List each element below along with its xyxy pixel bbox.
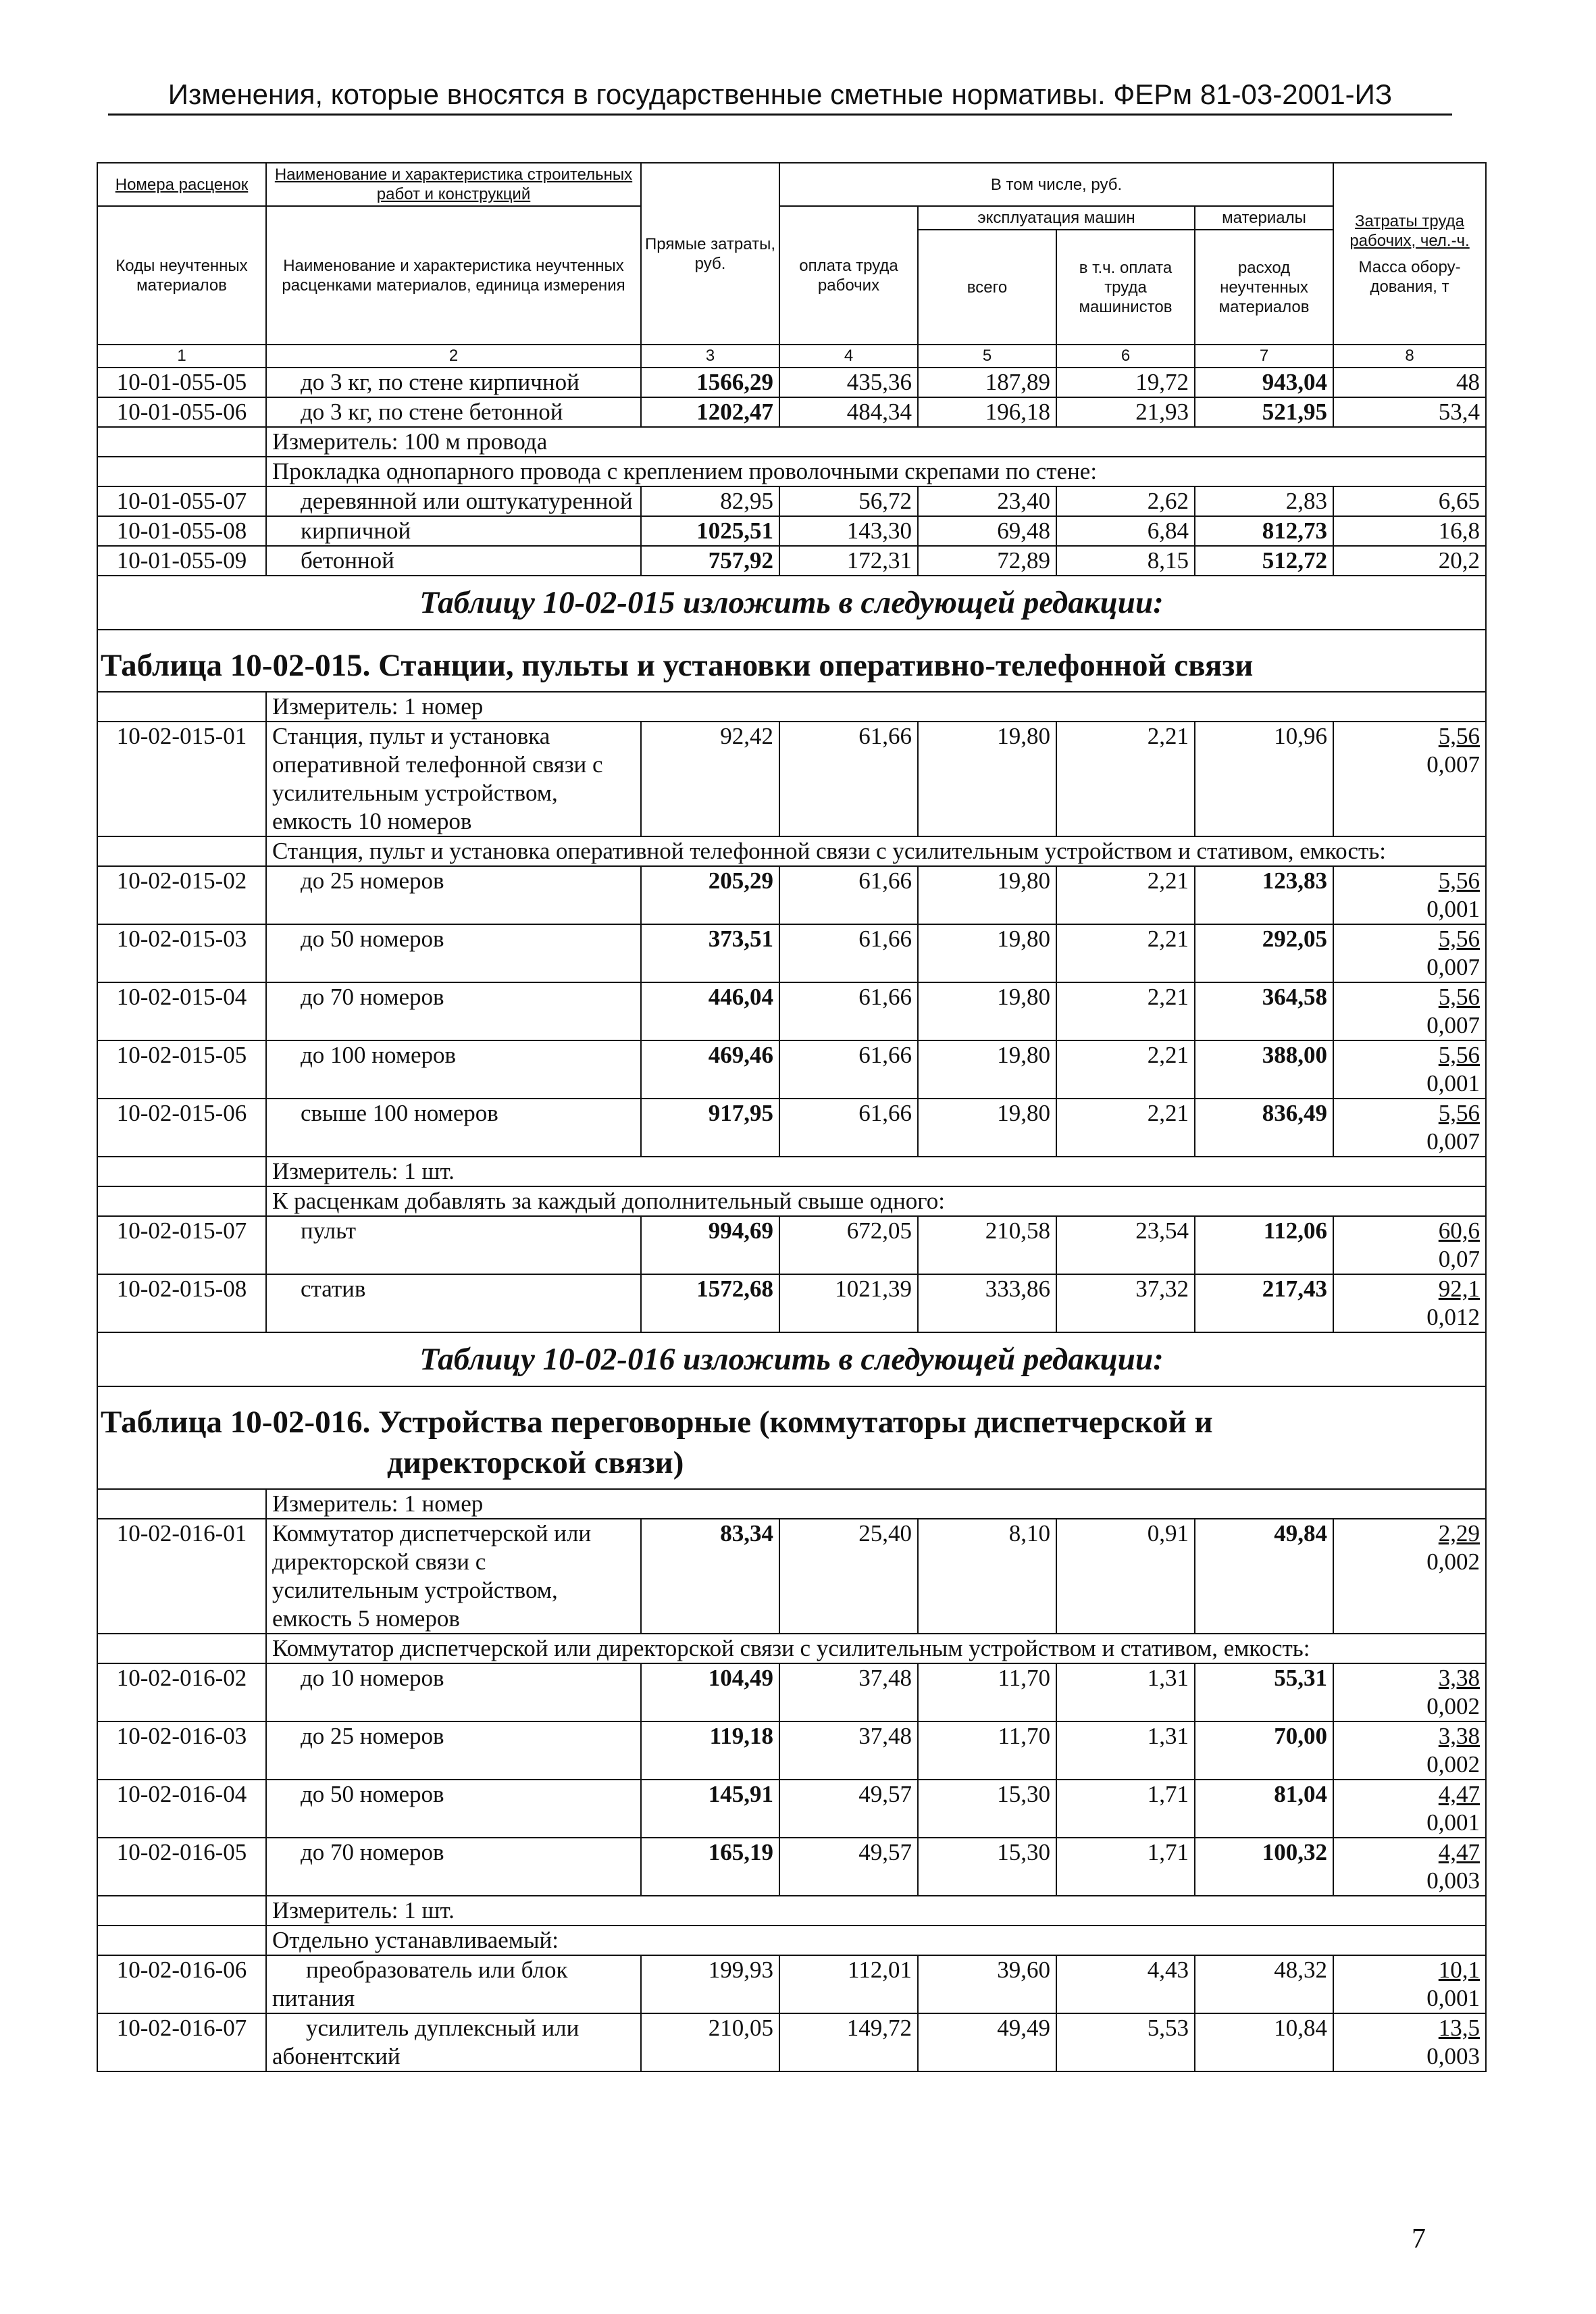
col-num-5: 5 [918,345,1056,368]
machinists-pay: 23,54 [1056,1216,1195,1274]
direct-costs: 210,05 [641,2013,779,2071]
machines-total: 19,80 [918,722,1056,836]
machinists-pay: 1,31 [1056,1721,1195,1780]
rate-code: 10-02-016-03 [97,1721,266,1780]
workers-pay: 49,57 [779,1838,918,1896]
table-row [97,1099,1486,1157]
rate-code: 10-02-016-04 [97,1780,266,1838]
materials-cost: 217,43 [1195,1274,1333,1332]
header-unaccounted-codes: Коды неучтенных материалов [97,206,266,345]
table-016-title [97,1386,1486,1489]
header-including: В том числе, руб. [779,163,1333,206]
machinists-pay: 21,93 [1056,397,1195,427]
workers-pay: 37,48 [779,1663,918,1721]
meter-row [97,1896,1486,1926]
header-labor: Затраты труда рабочих, чел.-ч. [1349,211,1470,250]
rate-code: 10-01-055-09 [97,546,266,576]
labor-mass [1333,1099,1486,1157]
equipment-mass: 0,003 [1426,2043,1481,2069]
direct-costs: 373,51 [641,924,779,982]
meter-label: Измеритель: 100 м провода [266,427,1486,457]
rate-code: 10-02-015-07 [97,1216,266,1274]
labor-cost: 5,56 [1438,1100,1481,1126]
machines-total: 69,48 [918,516,1056,546]
rate-name: до 100 номеров [266,1040,641,1099]
machinists-pay: 1,71 [1056,1780,1195,1838]
table-row [97,1780,1486,1838]
machines-total: 19,80 [918,924,1056,982]
labor-mass [1333,2013,1486,2071]
materials-cost: 292,05 [1195,924,1333,982]
labor-mass [1333,1721,1486,1780]
workers-pay: 25,40 [779,1519,918,1634]
rate-name: пульт [266,1216,641,1274]
direct-costs: 83,34 [641,1519,779,1634]
header-machinists-pay: в т.ч. оплата труда машинистов [1056,230,1195,345]
workers-pay: 149,72 [779,2013,918,2071]
equipment-mass: 0,001 [1426,896,1481,922]
table-row [97,1838,1486,1896]
machinists-pay: 2,62 [1056,486,1195,516]
workers-pay: 61,66 [779,1099,918,1157]
header-direct-costs: Прямые затраты, руб. [641,163,779,345]
labor-cost: 6,65 [1333,486,1486,516]
direct-costs: 92,42 [641,722,779,836]
edit-note-015: Таблицу 10-02-015 изложить в следующей редакции: [97,576,1486,630]
labor-mass [1333,1780,1486,1838]
machines-total: 23,40 [918,486,1056,516]
machinists-pay: 2,21 [1056,924,1195,982]
table-row [97,1216,1486,1274]
labor-cost: 5,56 [1438,1042,1481,1068]
direct-costs: 1572,68 [641,1274,779,1332]
header-work-name: Наименование и характеристика строительных работ и конструкций [266,163,641,206]
materials-cost: 364,58 [1195,982,1333,1040]
equipment-mass: 0,003 [1426,1867,1481,1894]
materials-cost: 2,83 [1195,486,1333,516]
table-row [97,722,1486,836]
machinists-pay: 2,21 [1056,866,1195,924]
materials-cost: 81,04 [1195,1780,1333,1838]
direct-costs: 1202,47 [641,397,779,427]
labor-cost: 92,1 [1438,1276,1481,1302]
meter-row [97,427,1486,457]
labor-cost: 4,47 [1438,1839,1481,1865]
rate-name: до 50 номеров [266,1780,641,1838]
page-header: Изменения, которые вносятся в государственные сметные нормативы. ФЕРм 81-03-2001-ИЗ [168,78,1393,110]
group-title-row [97,1186,1486,1216]
edit-note-row [97,576,1486,630]
table-row [97,982,1486,1040]
workers-pay: 49,57 [779,1780,918,1838]
machines-total: 333,86 [918,1274,1056,1332]
col-num-1: 1 [97,345,266,368]
rate-code: 10-02-015-02 [97,866,266,924]
header-machines-total: всего [918,230,1056,345]
header-workers-pay: оплата труда рабочих [779,206,918,345]
meter-row [97,1157,1486,1186]
rate-name: до 3 кг, по стене кирпичной [266,368,641,397]
workers-pay: 435,36 [779,368,918,397]
table-row [97,486,1486,516]
table-row [97,866,1486,924]
col-num-8: 8 [1333,345,1486,368]
labor-cost: 16,8 [1333,516,1486,546]
labor-cost: 60,6 [1438,1217,1481,1244]
labor-cost: 3,38 [1438,1723,1481,1749]
rate-code: 10-02-016-06 [97,1955,266,2013]
direct-costs: 469,46 [641,1040,779,1099]
rate-name: свыше 100 номеров [266,1099,641,1157]
rate-code: 10-02-015-01 [97,722,266,836]
direct-costs: 994,69 [641,1216,779,1274]
machines-total: 39,60 [918,1955,1056,2013]
equipment-mass: 0,001 [1426,1809,1481,1836]
machines-total: 15,30 [918,1838,1056,1896]
rate-code: 10-02-015-03 [97,924,266,982]
equipment-mass: 0,007 [1426,1012,1481,1038]
equipment-mass: 0,002 [1426,1549,1481,1575]
machines-total: 15,30 [918,1780,1056,1838]
rate-name: кирпичной [266,516,641,546]
materials-cost: 55,31 [1195,1663,1333,1721]
table-015-title: Таблица 10-02-015. Станции, пульты и установки оперативно-телефонной связи [97,630,1486,692]
table-row [97,1040,1486,1099]
machines-total: 11,70 [918,1721,1056,1780]
header-labor-mass [1333,163,1486,345]
labor-cost: 10,1 [1438,1957,1481,1983]
header-row-2 [97,206,1486,230]
equipment-mass: 0,001 [1426,1985,1481,2011]
workers-pay: 61,66 [779,924,918,982]
rate-name: преобразователь или блок питания [266,1955,641,2013]
machinists-pay: 1,31 [1056,1663,1195,1721]
rate-code: 10-02-015-08 [97,1274,266,1332]
machines-total: 8,10 [918,1519,1056,1634]
materials-cost: 521,95 [1195,397,1333,427]
rate-name: до 25 номеров [266,1721,641,1780]
machinists-pay: 2,21 [1056,982,1195,1040]
machinists-pay: 0,91 [1056,1519,1195,1634]
machines-total: 72,89 [918,546,1056,576]
machines-total: 11,70 [918,1663,1056,1721]
equipment-mass: 0,07 [1438,1246,1481,1272]
workers-pay: 37,48 [779,1721,918,1780]
meter-row [97,692,1486,722]
labor-mass [1333,1216,1486,1274]
rate-code: 10-02-016-02 [97,1663,266,1721]
rate-name: деревянной или оштукатуренной [266,486,641,516]
workers-pay: 61,66 [779,982,918,1040]
labor-mass [1333,1274,1486,1332]
materials-cost: 10,96 [1195,722,1333,836]
labor-cost: 5,56 [1438,867,1481,894]
workers-pay: 61,66 [779,722,918,836]
rate-name: до 3 кг, по стене бетонной [266,397,641,427]
header-machines: эксплуатация машин [918,206,1195,230]
group-title: Станция, пульт и установка оперативной телефонной связи с усилительным устройством и стативом, емкость: [266,836,1486,866]
materials-cost: 512,72 [1195,546,1333,576]
meter-label: Измеритель: 1 номер [266,692,1486,722]
rate-name: Коммутатор диспетчерской или директорской связи с усилительным устройством, емкость 5 номеров [266,1519,641,1634]
col-num-4: 4 [779,345,918,368]
materials-cost: 812,73 [1195,516,1333,546]
meter-row [97,1489,1486,1519]
header-rule [108,114,1452,116]
header-rate-numbers: Номера расценок [97,163,266,206]
machines-total: 187,89 [918,368,1056,397]
table-016-title-line1: Таблица 10-02-016. Устройства переговорные (коммутаторы диспетчерской и [101,1405,1213,1440]
table-row [97,2013,1486,2071]
machines-total: 196,18 [918,397,1056,427]
labor-cost: 48 [1333,368,1486,397]
labor-mass [1333,982,1486,1040]
group-title: Отдельно устанавливаемый: [266,1926,1486,1955]
machinists-pay: 8,15 [1056,546,1195,576]
materials-cost: 70,00 [1195,1721,1333,1780]
meter-label: Измеритель: 1 шт. [266,1157,1486,1186]
workers-pay: 672,05 [779,1216,918,1274]
labor-mass [1333,1663,1486,1721]
rate-code: 10-02-015-05 [97,1040,266,1099]
rate-name: статив [266,1274,641,1332]
rate-name: до 70 номеров [266,1838,641,1896]
group-title: Коммутатор диспетчерской или директорской связи с усилительным устройством и стативом, емкость: [266,1634,1486,1663]
direct-costs: 82,95 [641,486,779,516]
materials-cost: 112,06 [1195,1216,1333,1274]
materials-cost: 388,00 [1195,1040,1333,1099]
header-materials: материалы [1195,206,1333,230]
rate-code: 10-01-055-06 [97,397,266,427]
machinists-pay: 6,84 [1056,516,1195,546]
table-row [97,368,1486,397]
rate-name: усилитель дуплексный или абонентский [266,2013,641,2071]
direct-costs: 757,92 [641,546,779,576]
table-016-title-line2: директорской связи) [387,1445,684,1480]
col-num-6: 6 [1056,345,1195,368]
labor-cost: 5,56 [1438,984,1481,1010]
table-title-row [97,1386,1486,1489]
meter-label: Измеритель: 1 шт. [266,1896,1486,1926]
machines-total: 19,80 [918,866,1056,924]
labor-cost: 13,5 [1438,2015,1481,2041]
labor-mass [1333,722,1486,836]
header-unaccounted-names: Наименование и характеристика неучтенных расценками материалов, единица измерения [266,206,641,345]
table-row [97,1955,1486,2013]
rate-code: 10-02-015-06 [97,1099,266,1157]
workers-pay: 1021,39 [779,1274,918,1332]
labor-cost: 53,4 [1333,397,1486,427]
rate-code: 10-02-016-05 [97,1838,266,1896]
machines-total: 210,58 [918,1216,1056,1274]
rate-code: 10-02-015-04 [97,982,266,1040]
page-number: 7 [1412,2223,1426,2255]
labor-mass [1333,1838,1486,1896]
direct-costs: 145,91 [641,1780,779,1838]
edit-note-016: Таблицу 10-02-016 изложить в следующей редакции: [97,1332,1486,1386]
labor-cost: 2,29 [1438,1520,1481,1546]
rate-code: 10-01-055-05 [97,368,266,397]
rate-code: 10-02-016-01 [97,1519,266,1634]
machinists-pay: 37,32 [1056,1274,1195,1332]
group-title-row [97,836,1486,866]
machinists-pay: 2,21 [1056,1099,1195,1157]
equipment-mass: 0,002 [1426,1751,1481,1778]
materials-cost: 10,84 [1195,2013,1333,2071]
materials-cost: 836,49 [1195,1099,1333,1157]
group-title-row [97,1634,1486,1663]
equipment-mass: 0,007 [1426,751,1481,778]
labor-mass [1333,866,1486,924]
edit-note-row [97,1332,1486,1386]
rate-name: до 25 номеров [266,866,641,924]
meter-label: Измеритель: 1 номер [266,1489,1486,1519]
machinists-pay: 19,72 [1056,368,1195,397]
equipment-mass: 0,012 [1426,1304,1481,1330]
direct-costs: 165,19 [641,1838,779,1896]
workers-pay: 484,34 [779,397,918,427]
workers-pay: 56,72 [779,486,918,516]
rate-name: Станция, пульт и установка оперативной телефонной связи с усилительным устройством, емкость 10 номеров [266,722,641,836]
rate-name: до 70 номеров [266,982,641,1040]
rate-name: бетонной [266,546,641,576]
table-row [97,1721,1486,1780]
rate-code: 10-02-016-07 [97,2013,266,2071]
labor-cost: 5,56 [1438,723,1481,749]
workers-pay: 61,66 [779,866,918,924]
labor-cost: 3,38 [1438,1665,1481,1691]
header-mass: Масса обору-дования, т [1358,257,1461,296]
equipment-mass: 0,007 [1426,1128,1481,1155]
group-title-row [97,1926,1486,1955]
machinists-pay: 5,53 [1056,2013,1195,2071]
materials-cost: 48,32 [1195,1955,1333,2013]
workers-pay: 112,01 [779,1955,918,2013]
rates-table [97,162,1487,2072]
labor-mass [1333,1955,1486,2013]
labor-cost: 20,2 [1333,546,1486,576]
direct-costs: 917,95 [641,1099,779,1157]
table-row [97,1663,1486,1721]
direct-costs: 205,29 [641,866,779,924]
materials-cost: 100,32 [1195,1838,1333,1896]
table-row [97,546,1486,576]
direct-costs: 1566,29 [641,368,779,397]
machines-total: 49,49 [918,2013,1056,2071]
table-row [97,924,1486,982]
labor-mass [1333,1040,1486,1099]
workers-pay: 143,30 [779,516,918,546]
machinists-pay: 2,21 [1056,1040,1195,1099]
header-row-1 [97,163,1486,206]
machines-total: 19,80 [918,982,1056,1040]
workers-pay: 172,31 [779,546,918,576]
col-num-7: 7 [1195,345,1333,368]
col-num-3: 3 [641,345,779,368]
labor-cost: 5,56 [1438,926,1481,952]
table-row [97,516,1486,546]
machinists-pay: 1,71 [1056,1838,1195,1896]
rate-code: 10-01-055-08 [97,516,266,546]
labor-mass [1333,1519,1486,1634]
direct-costs: 199,93 [641,1955,779,2013]
table-row [97,397,1486,427]
equipment-mass: 0,007 [1426,954,1481,980]
direct-costs: 1025,51 [641,516,779,546]
direct-costs: 104,49 [641,1663,779,1721]
materials-cost: 123,83 [1195,866,1333,924]
machinists-pay: 4,43 [1056,1955,1195,2013]
column-numbers-row [97,345,1486,368]
group-title-row [97,457,1486,486]
labor-cost: 4,47 [1438,1781,1481,1807]
group-title: Прокладка однопарного провода с креплением проволочными скрепами по стене: [266,457,1486,486]
machinists-pay: 2,21 [1056,722,1195,836]
machines-total: 19,80 [918,1040,1056,1099]
rate-name: до 50 номеров [266,924,641,982]
equipment-mass: 0,001 [1426,1070,1481,1097]
machines-total: 19,80 [918,1099,1056,1157]
table-row [97,1274,1486,1332]
rate-name: до 10 номеров [266,1663,641,1721]
table-title-row [97,630,1486,692]
header-unaccounted-materials: расход неучтенных материалов [1195,230,1333,345]
direct-costs: 119,18 [641,1721,779,1780]
rate-code: 10-01-055-07 [97,486,266,516]
table-row [97,1519,1486,1634]
col-num-2: 2 [266,345,641,368]
workers-pay: 61,66 [779,1040,918,1099]
equipment-mass: 0,002 [1426,1693,1481,1719]
labor-mass [1333,924,1486,982]
materials-cost: 49,84 [1195,1519,1333,1634]
materials-cost: 943,04 [1195,368,1333,397]
group-title: К расценкам добавлять за каждый дополнительный свыше одного: [266,1186,1486,1216]
direct-costs: 446,04 [641,982,779,1040]
